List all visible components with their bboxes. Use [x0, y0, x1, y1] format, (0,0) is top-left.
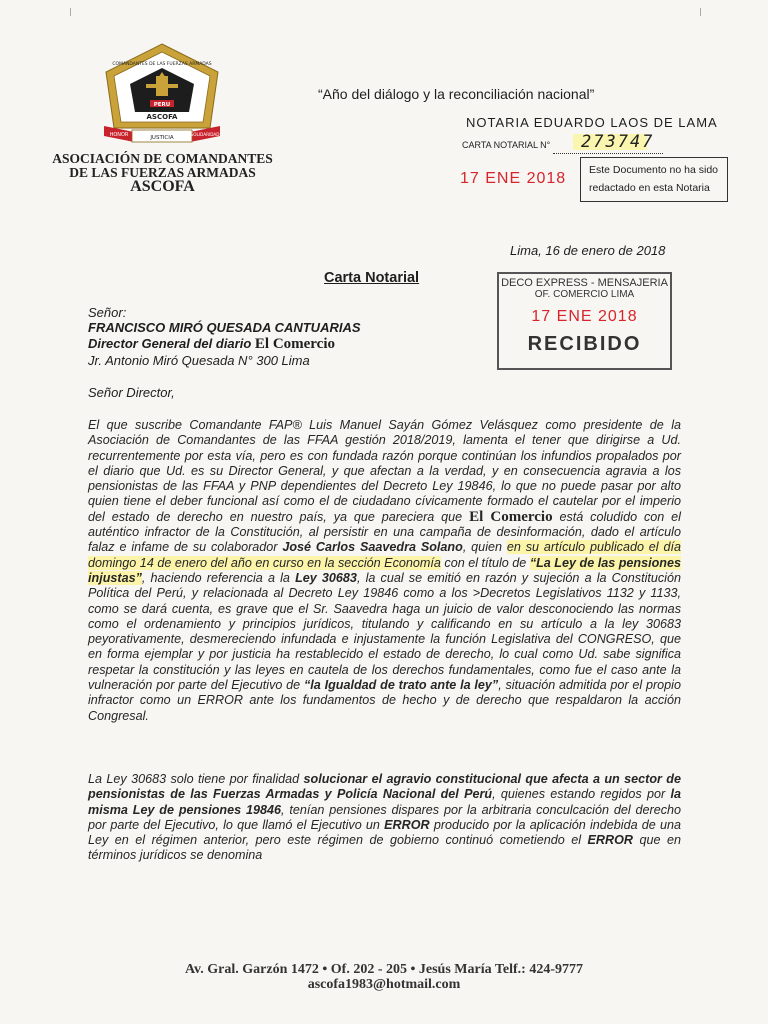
svg-text:HONOR: HONOR [109, 132, 129, 138]
disclaimer-line1: Este Documento no ha sido [589, 164, 718, 176]
received-stamp [497, 272, 672, 370]
svg-text:PERU: PERU [153, 102, 171, 108]
highlighted-text: en su artículo publicado el día domingo 14 de enero del año en curso en la sección Economía [88, 540, 681, 570]
newspaper-name: El Comercio [469, 508, 553, 525]
footer-email: ascofa1983@hotmail.com [307, 977, 461, 992]
newspaper-name: El Comercio [254, 336, 336, 352]
crop-mark [62, 8, 71, 16]
article-title: “La Ley de las pensiones injustas” [88, 555, 681, 585]
svg-text:ASCOFA: ASCOFA [146, 113, 178, 121]
law-reference: Ley 30683 [295, 570, 357, 585]
notary-date-stamp: 17 ENE 2018 [460, 170, 567, 187]
notary-disclaimer-stamp [580, 157, 728, 202]
body-paragraph-1: El que suscribe Comandante FAP® Luis Manuel Sayán Gómez Velásquez como presidente de la Asociación de Comandantes de las FFAA gestión 2018/2019, lamenta el tener que dirigirse a Ud. recurrentemente por esta vía, pero es con fundada razón porque continúan los infundios propalados por el diario que Ud. es su Director General, y que afectan a la verdad, y en consecuencia agravia a los pensionistas de las FFAA y PNP dependientes del Decreto Ley 19846, lo que no puede pasar por alto quien tiene el deber funcional así como el de ciudadano cívicamente formado el cautelar por el imperio del estado de derecho en nuestro país, ya que pareciera que El Comercio está coludido con el auténtico infractor de la Constitución, al persistir en una campaña de desinformación, dado el artículo falaz e infame de su colaborador José Carlos Saavedra Solano, quien en su artículo publicado el día domingo 14 de enero del año en curso en la sección Economía con el título de “La Ley de las pensiones injustas”, haciendo referencia a la Ley 30683, la cual se emitió en razón y sujeción a la Constitución Política del Perú, y relacionada al Decreto Ley 19846 como a los >Decretos Legislativos 1132 y 1133, como se dará cuenta, es grave que el Sr. Saavedra haga un juicio de valor desconociendo las normas como el ordenamiento y principios jurídicos, titulando y calificando en su artículo a la ley 30683 peyorativamente, desmereciendo infundada e injustamente la función Legislativa del CONGRESO, que en forma ejemplar y por justicia ha restablecido el estado de derecho, lo cual como Ud. sabe significa respetar la constitución y las leyes en cautela de los derechos fundamentales, como fue el caso ante la vulneración por parte del Ejecutivo de “la Igualdad de trato ante la ley”, situación admitida por el propio infractor como un ERROR ante los fundamentos de hecho y de derecho que respaldaron la acción Congresal. [88, 418, 681, 723]
svg-text:JUSTICIA: JUSTICIA [150, 135, 174, 141]
addressee-role [88, 336, 335, 353]
year-motto: “Año del diálogo y la reconciliación nacional” [318, 86, 595, 102]
ascofa-logo [100, 42, 224, 150]
addressee-greeting: Señor: [88, 305, 127, 320]
footer-address: Av. Gral. Garzón 1472 • Of. 202 - 205 • Jesús María Telf.: 424-9777 [184, 962, 583, 977]
org-name-line1: ASOCIACIÓN DE COMANDANTES [52, 151, 273, 166]
crop-mark [700, 8, 709, 16]
letter-title: Carta Notarial [324, 270, 420, 286]
org-acronym: ASCOFA [130, 178, 195, 195]
equality-phrase: “la Igualdad de trato ante la ley” [303, 678, 499, 693]
stamp-status: RECIBIDO [527, 333, 642, 355]
bold-phrase: solucionar el agravio constitucional que afecta a un sector de pensionistas de las Fuerzas Armadas y Policía Nacional del Perú [88, 772, 681, 802]
stamp-office: OF. COMERCIO LIMA [534, 289, 635, 300]
error-word: ERROR [587, 833, 633, 848]
carta-notarial-label: CARTA NOTARIAL N° [462, 140, 551, 150]
notary-name: NOTARIA EDUARDO LAOS DE LAMA [466, 115, 718, 130]
stamp-courier: DECO EXPRESS - MENSAJERIA [501, 277, 668, 289]
stamp-date: 17 ENE 2018 [531, 308, 638, 325]
bold-phrase: la misma Ley de pensiones 19846 [88, 787, 681, 817]
disclaimer-line2: redactado en esta Notaria [589, 182, 710, 194]
author-name: José Carlos Saavedra Solano [282, 540, 463, 555]
carta-notarial-number [553, 132, 663, 154]
error-word: ERROR [384, 817, 430, 832]
salutation: Señor Director, [88, 385, 175, 400]
addressee-name: FRANCISCO MIRÓ QUESADA CANTUARIAS [88, 320, 361, 335]
body-paragraph-2: La Ley 30683 solo tiene por finalidad solucionar el agravio constitucional que afecta a un sector de pensionistas de las Fuerzas Armadas y Policía Nacional del Perú, quienes estando regidos por la misma Ley de pensiones 19846, tenían pensiones dispares por la arbitraria conculcación del derecho por parte del Ejecutivo, lo que llamó el Ejecutivo un ERROR producido por la aplicación indebida de una Ley en el régimen anterior, pero este régimen de gobierno continuó cometiendo el ERROR que en términos jurídicos se denomina [88, 772, 682, 863]
addressee-address: Jr. Antonio Miró Quesada N° 300 Lima [88, 353, 310, 368]
svg-text:SOLIDARIDAD: SOLIDARIDAD [190, 132, 220, 137]
svg-text:COMANDANTES DE LAS FUERZAS ARM: COMANDANTES DE LAS FUERZAS ARMADAS [112, 62, 212, 67]
place-date: Lima, 16 de enero de 2018 [510, 243, 666, 258]
handwritten-number: 273747 [581, 132, 655, 152]
role-text: Director General del diario [88, 336, 255, 351]
org-name-line2: DE LAS FUERZAS ARMADAS [69, 165, 256, 180]
